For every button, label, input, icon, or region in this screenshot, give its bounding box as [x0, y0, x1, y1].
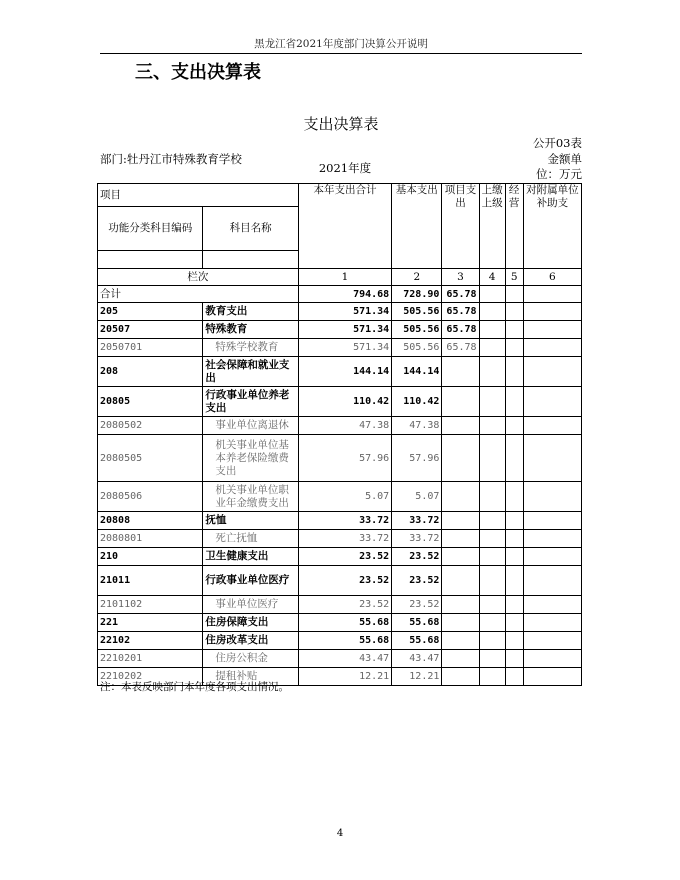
blank-cell	[479, 632, 505, 650]
row-project	[442, 435, 479, 482]
blank-cell	[523, 614, 581, 632]
row-code: 2080506	[98, 482, 203, 512]
row-basic: 55.68	[392, 632, 442, 650]
table-row	[98, 596, 582, 614]
blank-cell	[479, 650, 505, 668]
blank-cell	[203, 251, 298, 269]
blank-cell	[479, 435, 505, 482]
row-project	[442, 387, 479, 417]
blank-cell	[479, 387, 505, 417]
blank-cell	[505, 668, 523, 686]
row-code: 2210201	[98, 650, 203, 668]
row-name: 住房公积金	[203, 650, 298, 668]
table-row	[98, 530, 582, 548]
blank-cell	[523, 357, 581, 387]
blank-cell	[505, 286, 523, 303]
row-total: 144.14	[298, 357, 391, 387]
row-name: 住房改革支出	[203, 632, 298, 650]
seq-label: 栏次	[98, 269, 299, 286]
table-note: 注：本表反映部门本年度各项支出情况。	[100, 681, 289, 693]
table-row	[98, 512, 582, 530]
row-name: 卫生健康支出	[203, 548, 298, 566]
seq-row	[98, 269, 582, 286]
row-basic: 55.68	[392, 614, 442, 632]
table-title: 支出决算表	[303, 115, 379, 133]
row-basic: 43.47	[392, 650, 442, 668]
total-label: 合计	[98, 286, 299, 303]
row-basic: 33.72	[392, 530, 442, 548]
total-amount: 794.68	[298, 286, 391, 303]
row-code: 20808	[98, 512, 203, 530]
row-project	[442, 357, 479, 387]
page-number: 4	[336, 828, 344, 839]
row-total: 110.42	[298, 387, 391, 417]
blank-cell	[479, 512, 505, 530]
name-header: 科目名称	[203, 207, 298, 251]
row-total: 12.21	[298, 668, 391, 686]
row-project	[442, 512, 479, 530]
blank-cell	[479, 530, 505, 548]
row-basic: 505.56	[392, 303, 442, 321]
row-project: 65.78	[442, 321, 479, 339]
blank-cell	[523, 650, 581, 668]
table-row	[98, 650, 582, 668]
running-header: 黑龙江省2021年度部门决算公开说明	[254, 38, 428, 50]
code-header: 功能分类科目编码	[98, 207, 203, 251]
table-row	[98, 417, 582, 435]
blank-cell	[505, 614, 523, 632]
row-basic: 47.38	[392, 417, 442, 435]
business-header: 经营	[505, 184, 523, 269]
blank-cell	[523, 596, 581, 614]
row-project	[442, 566, 479, 596]
blank-cell	[479, 668, 505, 686]
row-project: 65.78	[442, 339, 479, 357]
blank-cell	[523, 632, 581, 650]
total-basic: 728.90	[392, 286, 442, 303]
table-row	[98, 435, 582, 482]
subsidy-header: 对附属单位补助支	[523, 184, 581, 269]
row-project	[442, 668, 479, 686]
row-basic: 57.96	[392, 435, 442, 482]
row-code: 2080801	[98, 530, 203, 548]
item-header: 项目	[98, 184, 299, 207]
row-code: 210	[98, 548, 203, 566]
row-basic: 5.07	[392, 482, 442, 512]
row-total: 571.34	[298, 303, 391, 321]
total-header: 本年支出合计	[298, 184, 391, 269]
row-project: 65.78	[442, 303, 479, 321]
row-basic: 144.14	[392, 357, 442, 387]
row-total: 55.68	[298, 632, 391, 650]
table-row	[98, 566, 582, 596]
blank-cell	[479, 357, 505, 387]
blank-cell	[523, 321, 581, 339]
blank-cell	[505, 596, 523, 614]
row-code: 2210202	[98, 668, 203, 686]
blank-cell	[523, 548, 581, 566]
table-row	[98, 632, 582, 650]
row-total: 47.38	[298, 417, 391, 435]
blank-cell	[523, 530, 581, 548]
row-code: 221	[98, 614, 203, 632]
row-code: 20805	[98, 387, 203, 417]
expenditure-table	[97, 183, 582, 686]
blank-cell	[523, 387, 581, 417]
row-total: 55.68	[298, 614, 391, 632]
header-rule	[100, 53, 582, 54]
row-code: 2080502	[98, 417, 203, 435]
seq-1: 1	[298, 269, 391, 286]
department-label: 部门:牡丹江市特殊教育学校	[100, 152, 242, 166]
row-name: 教育支出	[203, 303, 298, 321]
blank-cell	[505, 632, 523, 650]
seq-5: 5	[505, 269, 523, 286]
blank-cell	[479, 614, 505, 632]
total-project: 65.78	[442, 286, 479, 303]
blank-cell	[505, 482, 523, 512]
row-name: 行政事业单位医疗	[203, 566, 298, 596]
blank-cell	[479, 417, 505, 435]
blank-cell	[505, 417, 523, 435]
blank-cell	[523, 512, 581, 530]
row-basic: 505.56	[392, 321, 442, 339]
blank-cell	[523, 339, 581, 357]
blank-cell	[523, 668, 581, 686]
row-name: 机关事业单位职业年金缴费支出	[203, 482, 298, 512]
blank-cell	[523, 303, 581, 321]
blank-cell	[523, 435, 581, 482]
blank-cell	[505, 650, 523, 668]
row-basic: 505.56	[392, 339, 442, 357]
row-name: 死亡抚恤	[203, 530, 298, 548]
blank-cell	[479, 321, 505, 339]
row-project	[442, 548, 479, 566]
row-code: 2080505	[98, 435, 203, 482]
blank-cell	[505, 357, 523, 387]
row-name: 机关事业单位基本养老保险缴费支出	[203, 435, 298, 482]
seq-2: 2	[392, 269, 442, 286]
row-project	[442, 596, 479, 614]
row-code: 205	[98, 303, 203, 321]
row-total: 33.72	[298, 512, 391, 530]
row-name: 社会保障和就业支出	[203, 357, 298, 387]
table-row	[98, 387, 582, 417]
row-code: 21011	[98, 566, 203, 596]
project-header: 项目支出	[442, 184, 479, 269]
row-name: 住房保障支出	[203, 614, 298, 632]
blank-cell	[505, 435, 523, 482]
row-total: 23.52	[298, 548, 391, 566]
blank-cell	[505, 548, 523, 566]
row-name: 行政事业单位养老支出	[203, 387, 298, 417]
row-name: 特殊学校教育	[203, 339, 298, 357]
row-total: 57.96	[298, 435, 391, 482]
row-project	[442, 632, 479, 650]
table-row	[98, 482, 582, 512]
row-code: 2101102	[98, 596, 203, 614]
blank-cell	[505, 321, 523, 339]
fiscal-year: 2021年度	[318, 161, 372, 175]
blank-cell	[479, 339, 505, 357]
seq-3: 3	[442, 269, 479, 286]
seq-4: 4	[479, 269, 505, 286]
blank-cell	[505, 512, 523, 530]
row-name: 事业单位医疗	[203, 596, 298, 614]
table-row	[98, 357, 582, 387]
blank-cell	[523, 286, 581, 303]
table-row	[98, 548, 582, 566]
blank-cell	[505, 303, 523, 321]
blank-cell	[523, 417, 581, 435]
row-basic: 12.21	[392, 668, 442, 686]
section-title: 三、支出决算表	[135, 62, 261, 83]
row-basic: 23.52	[392, 596, 442, 614]
row-basic: 33.72	[392, 512, 442, 530]
blank-cell	[505, 339, 523, 357]
row-total: 43.47	[298, 650, 391, 668]
row-name: 特殊教育	[203, 321, 298, 339]
seq-6: 6	[523, 269, 581, 286]
blank-cell	[98, 251, 203, 269]
blank-cell	[505, 530, 523, 548]
blank-cell	[505, 566, 523, 596]
blank-cell	[523, 566, 581, 596]
row-total: 23.52	[298, 566, 391, 596]
row-total: 571.34	[298, 321, 391, 339]
row-code: 2050701	[98, 339, 203, 357]
row-code: 208	[98, 357, 203, 387]
row-total: 23.52	[298, 596, 391, 614]
blank-cell	[479, 482, 505, 512]
blank-cell	[479, 548, 505, 566]
blank-cell	[523, 482, 581, 512]
table-row	[98, 339, 582, 357]
row-name: 提租补贴	[203, 668, 298, 686]
row-name: 事业单位离退休	[203, 417, 298, 435]
row-total: 571.34	[298, 339, 391, 357]
row-project	[442, 482, 479, 512]
row-project	[442, 614, 479, 632]
row-basic: 110.42	[392, 387, 442, 417]
table-row	[98, 614, 582, 632]
header-row-1	[98, 184, 582, 207]
row-code: 22102	[98, 632, 203, 650]
total-row	[98, 286, 582, 303]
table-row	[98, 321, 582, 339]
table-row	[98, 303, 582, 321]
blank-cell	[479, 596, 505, 614]
basic-header: 基本支出	[392, 184, 442, 269]
row-name: 抚恤	[203, 512, 298, 530]
row-code: 20507	[98, 321, 203, 339]
row-basic: 23.52	[392, 548, 442, 566]
blank-cell	[479, 286, 505, 303]
blank-cell	[479, 566, 505, 596]
blank-cell	[505, 387, 523, 417]
row-project	[442, 650, 479, 668]
unit-label: 金额单位：万元	[536, 152, 582, 181]
row-total: 5.07	[298, 482, 391, 512]
row-project	[442, 530, 479, 548]
upper-header: 上缴上级	[479, 184, 505, 269]
form-number: 公开03表	[532, 136, 582, 150]
row-project	[442, 417, 479, 435]
row-basic: 23.52	[392, 566, 442, 596]
row-total: 33.72	[298, 530, 391, 548]
blank-cell	[479, 303, 505, 321]
